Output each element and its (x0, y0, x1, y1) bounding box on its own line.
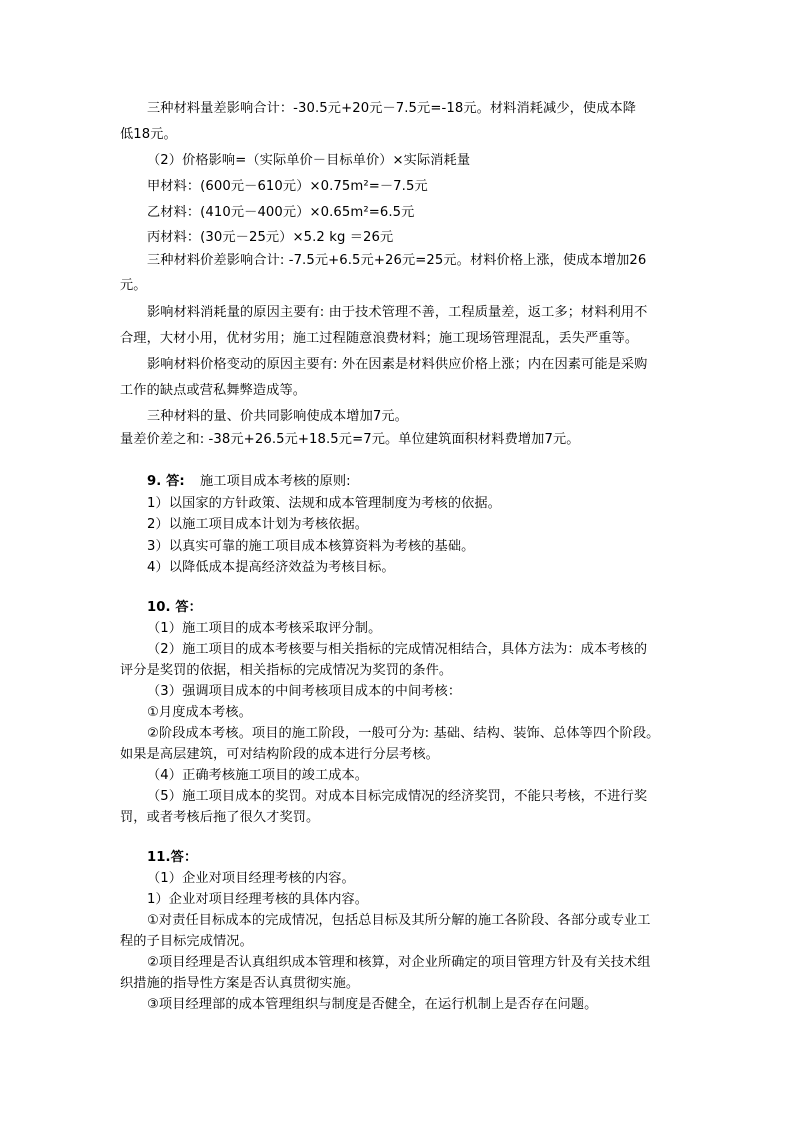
answer-9-heading: 9. 答: (147, 474, 185, 489)
text-line: 4）以降低成本提高经济效益为考核目标。 (147, 560, 395, 575)
text-line: 乙材料：(410元－400元）×0.65m²=6.5元 (147, 205, 415, 220)
text-line: 施工项目成本考核的原则: (200, 474, 351, 489)
text-line: ①对责任目标成本的完成情况，包括总目标及其所分解的施工各阶段、各部分或专业工 (147, 913, 651, 928)
answer-11-heading: 11.答： (147, 850, 198, 865)
text-line: 影响材料消耗量的原因主要有: 由于技术管理不善，工程质量差，返工多；材料利用不 (147, 305, 648, 320)
text-line: 1）企业对项目经理考核的具体内容。 (147, 892, 369, 907)
text-line: ①月度成本考核。 (147, 705, 252, 720)
text-line: 3）以真实可靠的施工项目成本核算资料为考核的基础。 (147, 539, 475, 554)
text-line: （1）企业对项目经理考核的内容。 (147, 871, 355, 886)
text-line: 元。 (120, 278, 147, 293)
text-line: （1）施工项目的成本考核采取评分制。 (147, 621, 382, 636)
text-line: 三种材料量差影响合计：-30.5元+20元－7.5元=-18元。材料消耗减少，使成本降 (147, 101, 637, 116)
text-line: 1）以国家的方针政策、法规和成本管理制度为考核的依据。 (147, 496, 501, 511)
text-line: 评分是奖罚的依据，相关指标的完成情况为奖罚的条件。 (120, 663, 453, 678)
text-line: 程的子目标完成情况。 (120, 934, 253, 949)
text-line: （2）施工项目的成本考核要与相关指标的完成情况相结合，具体方法为：成本考核的 (147, 642, 648, 657)
text-line: 三种材料的量、价共同影响使成本增加7元。 (147, 409, 408, 424)
text-line: 甲材料：(600元－610元）×0.75m²=－7.5元 (147, 179, 428, 194)
text-line: 影响材料价格变动的原因主要有: 外在因素是材料供应价格上涨；内在因素可能是采购 (147, 357, 648, 372)
text-line: ③项目经理部的成本管理组织与制度是否健全，在运行机制上是否存在问题。 (147, 997, 598, 1012)
text-line: 合理，大材小用，优材劣用；施工过程随意浪费材料；施工现场管理混乱，丢失严重等。 (120, 331, 639, 346)
text-line: （2）价格影响=（实际单价－目标单价）×实际消耗量 (147, 153, 471, 168)
text-line: （3）强调项目成本的中间考核项目成本的中间考核： (147, 684, 462, 699)
text-line: （4）正确考核施工项目的竣工成本。 (147, 768, 369, 783)
text-line: 量差价差之和: -38元+26.5元+18.5元=7元。单位建筑面积材料费增加7元。 (120, 432, 580, 447)
text-line: 罚，或者考核后拖了很久才奖罚。 (120, 810, 320, 825)
text-line: （5）施工项目成本的奖罚。对成本目标完成情况的经济奖罚，不能只考核，不进行奖 (147, 789, 648, 804)
answer-10-heading: 10. 答： (147, 600, 202, 615)
text-line: 低18元。 (120, 127, 177, 142)
text-line: 如果是高层建筑，可对结构阶段的成本进行分层考核。 (120, 747, 439, 762)
text-line: 2）以施工项目成本计划为考核依据。 (147, 517, 369, 532)
text-line: 织措施的指导性方案是否认真贯彻实施。 (120, 976, 360, 991)
text-line: ②阶段成本考核。项目的施工阶段，一般可分为: 基础、结构、装饰、总体等四个阶段。 (147, 726, 660, 741)
text-line: 丙材料：(30元－25元）×5.2 kg ＝26元 (147, 230, 394, 245)
text-line: 工作的缺点或营私舞弊造成等。 (120, 383, 307, 398)
text-line: ②项目经理是否认真组织成本管理和核算，对企业所确定的项目管理方针及有关技术组 (147, 955, 651, 970)
text-line: 三种材料价差影响合计: -7.5元+6.5元+26元=25元。材料价格上涨，使成本增加26 (147, 253, 647, 268)
